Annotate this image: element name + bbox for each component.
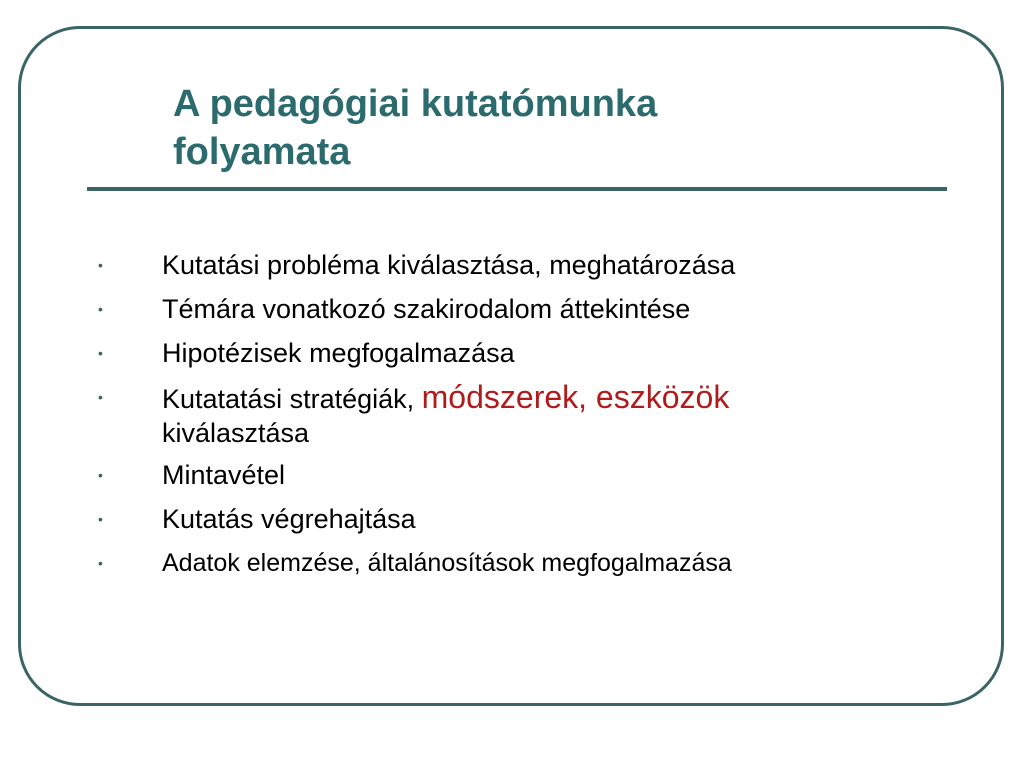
title-divider	[87, 187, 947, 191]
bullet-item-4	[98, 380, 978, 450]
bullet-dot-icon: •	[98, 389, 103, 405]
bullet-text-prefix: Kutatatási stratégiák,	[162, 384, 422, 414]
bullet-item-5	[98, 458, 978, 492]
bullet-dot-icon: •	[98, 301, 103, 317]
bullet-item-1	[98, 248, 978, 282]
bullet-dot-icon: •	[98, 257, 103, 273]
bullet-text-highlight: módszerek, eszközök	[421, 379, 730, 415]
bullet-item-6	[98, 502, 978, 536]
title-line-1: A pedagógiai kutatómunka	[173, 83, 658, 125]
bullet-text: Adatok elemzése, általánosítások megfogalmazása	[162, 549, 732, 577]
bullet-dot-icon: •	[98, 467, 103, 483]
bullet-item-3	[98, 336, 978, 370]
title-line-2: folyamata	[173, 131, 351, 173]
bullet-item-2	[98, 292, 978, 326]
bullet-text: Kutatás végrehajtása	[162, 504, 416, 534]
bullet-text: Mintavétel	[162, 460, 286, 490]
bullet-text: Kutatási probléma kiválasztása, meghatározása	[162, 250, 736, 280]
bullet-text: Hipotézisek megfogalmazása	[162, 338, 515, 368]
bullet-item-7	[98, 546, 978, 580]
bullet-dot-icon: •	[98, 555, 103, 571]
bullet-list	[98, 248, 978, 590]
bullet-dot-icon: •	[98, 345, 103, 361]
slide-title	[173, 80, 933, 176]
bullet-text-suffix: kiválasztása	[162, 418, 310, 448]
bullet-dot-icon: •	[98, 511, 103, 527]
bullet-text: Témára vonatkozó szakirodalom áttekintése	[162, 294, 691, 324]
